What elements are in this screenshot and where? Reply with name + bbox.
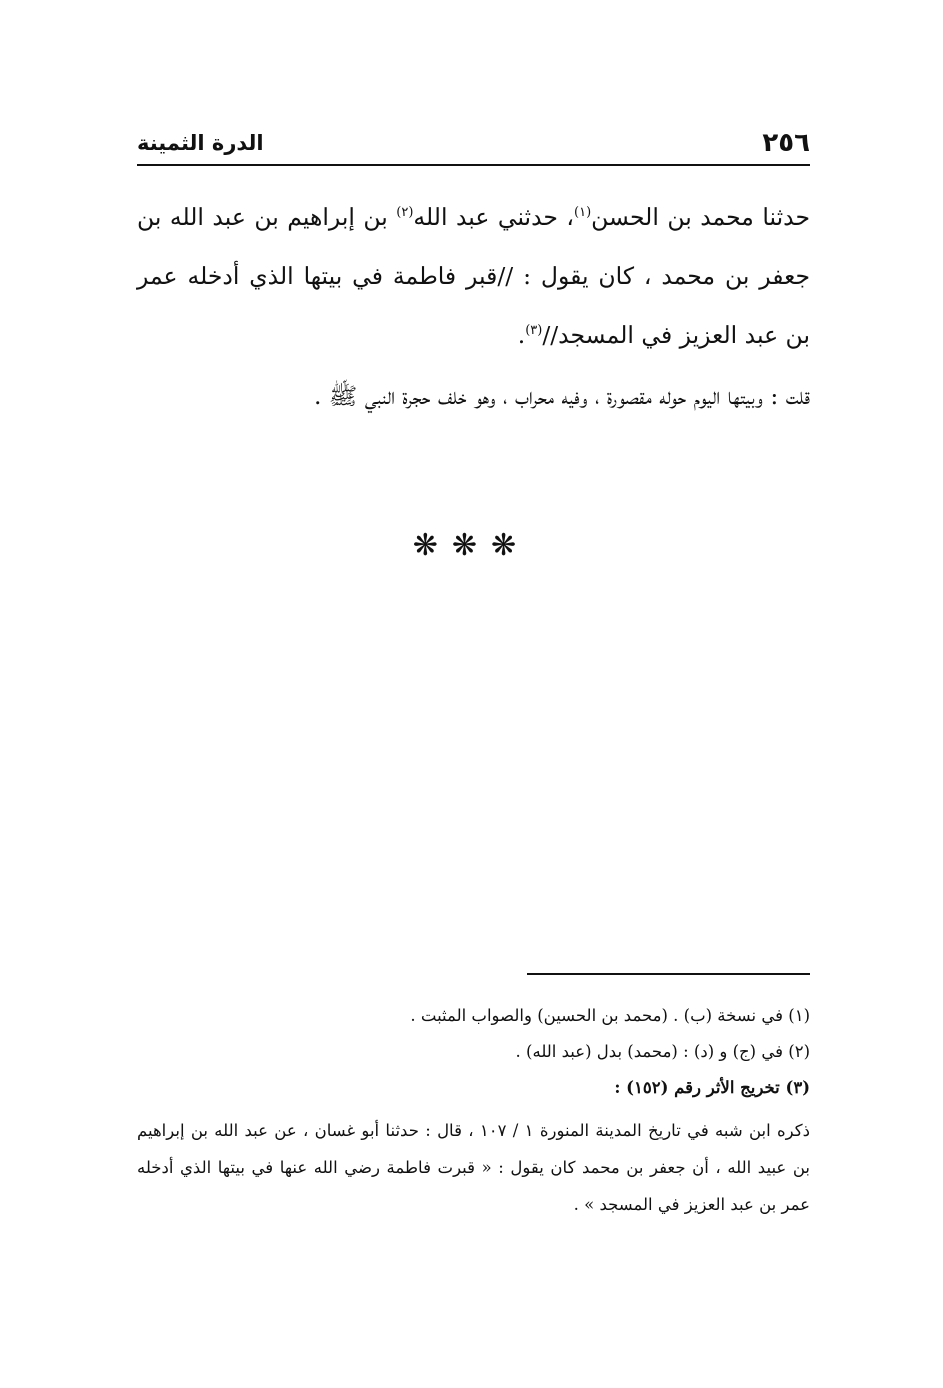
footnote-ref-1: (١)	[574, 205, 592, 221]
narration-text-2: ، حدثني عبد الله	[413, 203, 574, 231]
narration-text-1: حدثنا محمد بن الحسن	[591, 203, 811, 231]
main-text	[137, 188, 810, 428]
narration-text-3: بن إبراهيم بن عبد الله بن جعفر بن محمد ، كان يقول : //قبر فاطمة في بيتها الذي أدخله عمر بن عبد العزيز في المسجد//	[137, 203, 810, 349]
footnote-ref-2: (٢)	[396, 205, 414, 221]
page-header	[137, 120, 810, 166]
narration-text-end: .	[517, 321, 526, 349]
footnote-2: (٢) في (ج) و (د) : (محمد) بدل (عبد الله) .	[515, 1042, 810, 1061]
footnote-3-title: (٣) تخريج الأثر رقم (١٥٢) :	[614, 1078, 810, 1097]
footnote-rule	[527, 973, 810, 975]
footnote-3-text: ذكره ابن شبه في تاريخ المدينة المنورة ١ / ١٠٧ ، قال : حدثنا أبو غسان ، عن عبد الله بن إبراهيم بن عبيد الله ، أن جعفر بن محمد كان يقول : « قبرت فاطمة رضي الله عنها في بيتها الذي أدخله عمر بن عبد العزيز في المسجد » .	[137, 1121, 810, 1214]
header-rule	[137, 164, 810, 166]
footnotes	[137, 998, 810, 1223]
paragraph-comment: قلت : وبيتها اليوم حوله مقصورة ، وفيه محراب ، وهو خلف حجرة النبي ﷺ .	[313, 382, 810, 410]
paragraph-narration	[137, 188, 810, 365]
section-separator: ❋❋❋	[412, 528, 531, 563]
footnote-ref-3: (٣)	[525, 323, 543, 339]
running-title: الدرة الثمينة	[137, 131, 264, 155]
footnote-1: (١) في نسخة (ب) . (محمد بن الحسين) والصواب المثبت .	[410, 1006, 810, 1025]
page-number: ٢٥٦	[762, 128, 810, 158]
